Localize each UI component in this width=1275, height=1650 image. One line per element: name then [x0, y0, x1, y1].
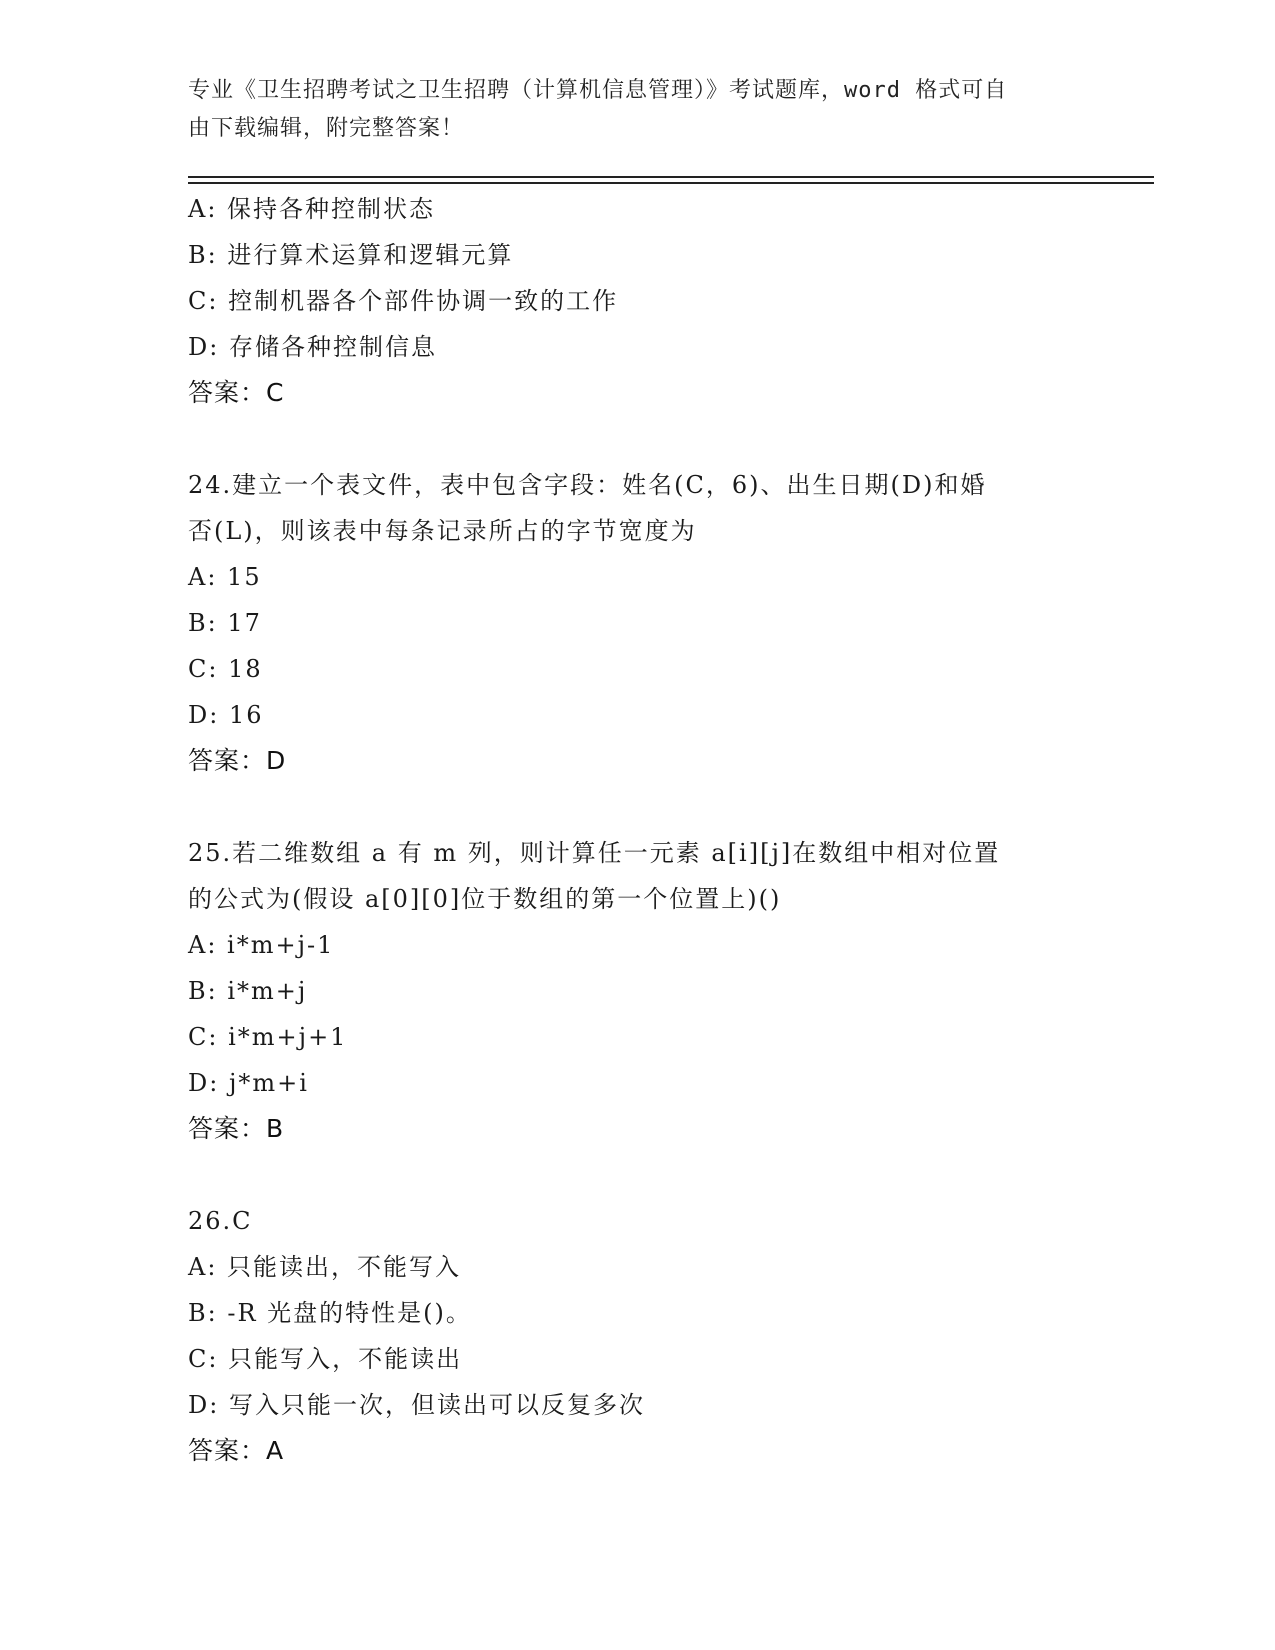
- option-b: B: 进行算术运算和逻辑元算: [188, 241, 514, 269]
- option-d: D: 写入只能一次，但读出可以反复多次: [188, 1391, 645, 1419]
- spacer: [188, 1152, 1088, 1198]
- question-stem-line-1: 25.若二维数组 a 有 m 列，则计算任一元素 a[i][j]在数组中相对位置: [188, 839, 1001, 867]
- option-c: C: 只能写入，不能读出: [188, 1345, 463, 1373]
- spacer: [188, 416, 1088, 462]
- question-stem-line-1: 26.C: [188, 1207, 253, 1235]
- option-c: C: 18: [188, 655, 263, 683]
- option-b: B: 17: [188, 609, 262, 637]
- question-stem-line-2: 否(L)，则该表中每条记录所占的字节宽度为: [188, 517, 697, 545]
- header-divider-top: [188, 176, 1154, 178]
- option-a: A: i*m+j-1: [188, 931, 335, 959]
- document-header: [188, 72, 1068, 148]
- question-23: [188, 186, 1088, 416]
- option-c: C: i*m+j+1: [188, 1023, 348, 1051]
- option-b: B: -R 光盘的特性是()。: [188, 1299, 472, 1327]
- question-stem-line-2: 的公式为(假设 a[0][0]位于数组的第一个位置上)(): [188, 885, 782, 913]
- answer: 答案：C: [188, 378, 285, 407]
- option-b: B: i*m+j: [188, 977, 308, 1005]
- answer: 答案：A: [188, 1436, 285, 1465]
- option-a: A: 保持各种控制状态: [188, 195, 436, 223]
- option-d: D: j*m+i: [188, 1069, 309, 1097]
- header-line-2: 由下载编辑，附完整答案！: [188, 116, 465, 141]
- header-divider-bottom: [188, 182, 1154, 184]
- header-line-1: 专业《卫生招聘考试之卫生招聘（计算机信息管理）》考试题库，word 格式可自: [188, 78, 1008, 103]
- question-25: [188, 830, 1088, 1152]
- option-d: D: 16: [188, 701, 264, 729]
- question-list: [188, 186, 1088, 1474]
- question-stem-line-1: 24.建立一个表文件，表中包含字段：姓名(C，6)、出生日期(D)和婚: [188, 471, 987, 499]
- question-26: [188, 1198, 1088, 1474]
- answer: 答案：B: [188, 1114, 285, 1143]
- question-24: [188, 462, 1088, 784]
- option-c: C: 控制机器各个部件协调一致的工作: [188, 287, 619, 315]
- option-d: D: 存储各种控制信息: [188, 333, 437, 361]
- option-a: A: 15: [188, 563, 262, 591]
- option-a: A: 只能读出，不能写入: [188, 1253, 462, 1281]
- answer: 答案：D: [188, 746, 287, 775]
- spacer: [188, 784, 1088, 830]
